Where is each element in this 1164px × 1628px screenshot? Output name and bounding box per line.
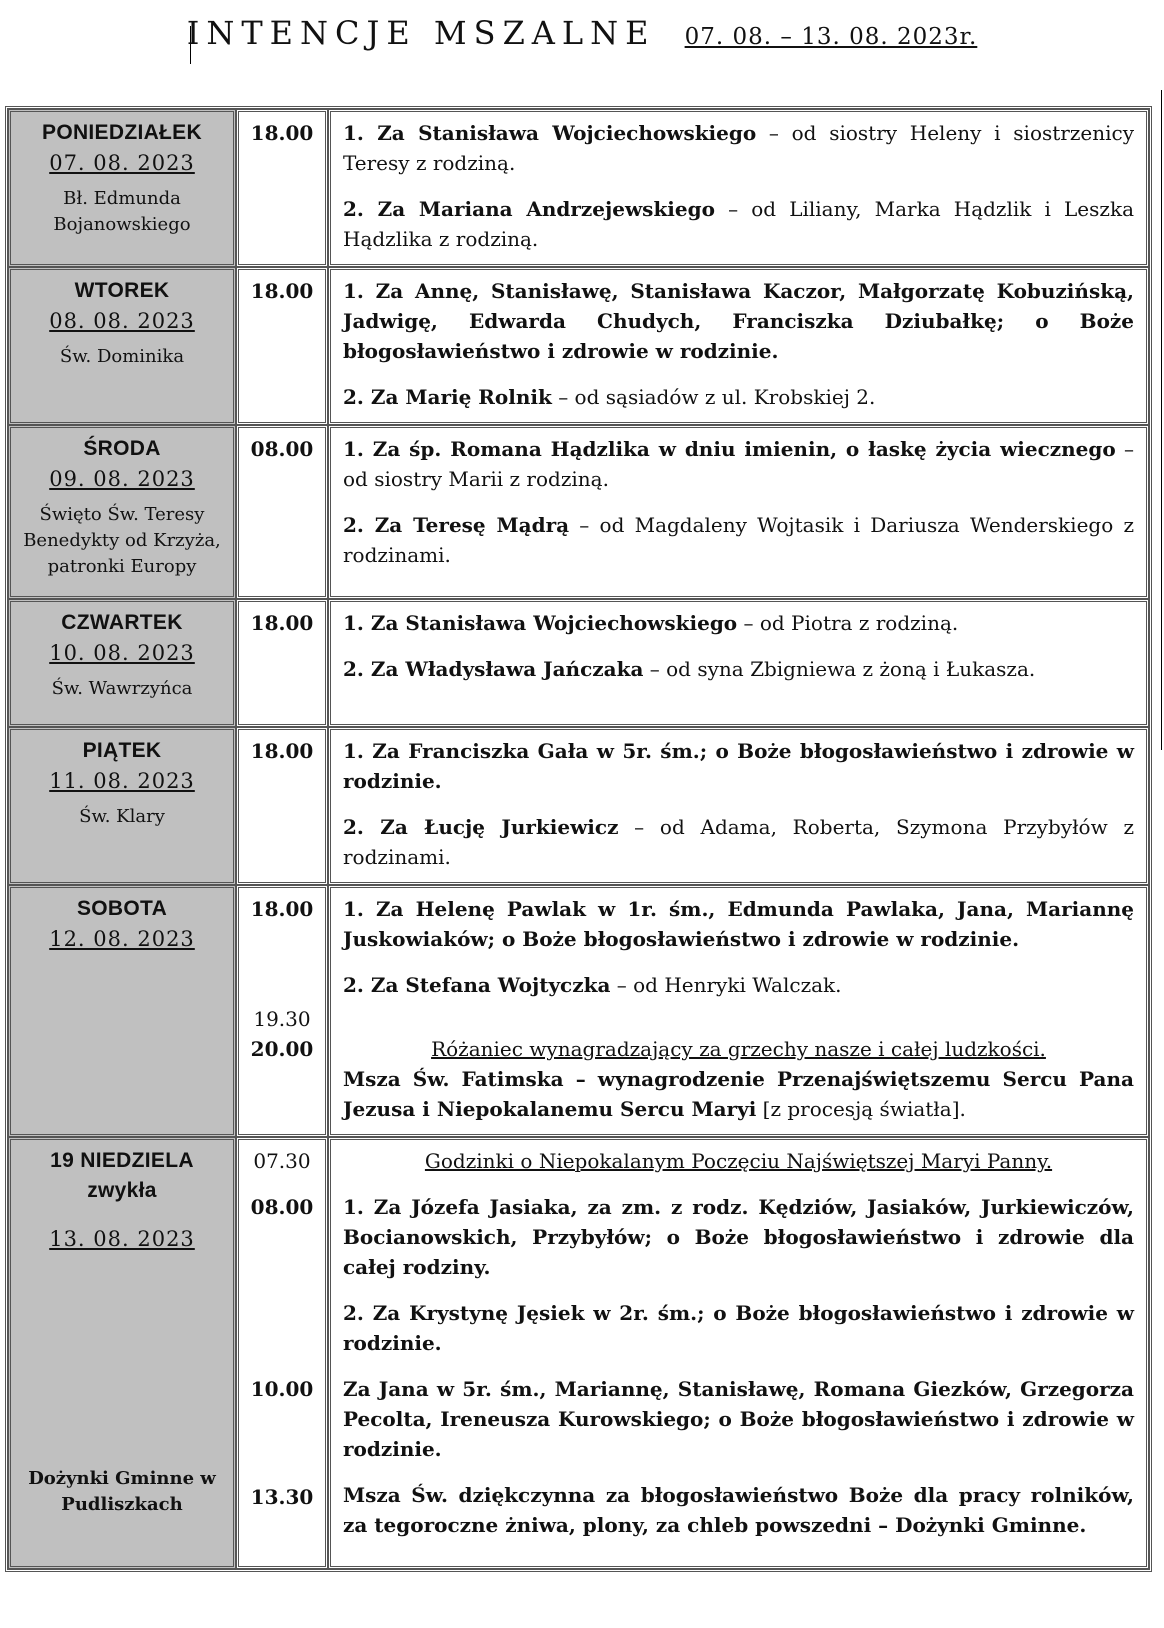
intention: 1. Za Józefa Jasiaka, za zm. z rodz. Kędziów, Jasiaków, Jurkiewiczów, Bocianowskich, Przybyłów; o Boże błogosławieństwo i zdrowie dla całej rodziny.: [343, 1195, 1134, 1279]
time-cell: [236, 267, 328, 425]
day-name: SOBOTA: [76, 897, 168, 920]
day-date: 10. 08. 2023: [49, 641, 195, 665]
table-row: [8, 1137, 1149, 1569]
mass-time: 08.00: [250, 1195, 314, 1219]
mass-time: 18.00: [250, 897, 314, 921]
day-cell: [8, 727, 236, 885]
intention: 1. Za Franciszka Gała w 5r. śm.; o Boże błogosławieństwo i zdrowie w rodzinie.: [343, 739, 1134, 793]
day-saint: Święto Św. Teresy Benedykty od Krzyża, patronki Europy: [23, 504, 221, 577]
time-cell: [236, 425, 328, 599]
table-row: [8, 109, 1149, 267]
table-row: [8, 425, 1149, 599]
day-saint: Św. Klary: [79, 806, 165, 827]
mass-time: 19.30: [253, 1007, 311, 1031]
intention: 2. Za Krystynę Jęsiek w 2r. śm.; o Boże błogosławieństwo i zdrowie w rodzinie.: [343, 1301, 1134, 1355]
intentions-cell: [328, 425, 1149, 599]
day-date: 12. 08. 2023: [49, 927, 195, 951]
mass-time: 13.30: [250, 1485, 314, 1509]
intention: 2. Za Teresę Mądrą – od Magdaleny Wojtasik i Dariusza Wenderskiego z rodzinami.: [343, 513, 1135, 567]
day-cell: [8, 267, 236, 425]
intentions-cell: [328, 267, 1149, 425]
mass-schedule-table: [5, 106, 1152, 1572]
intention: 2. Za Stefana Wojtyczka – od Henryki Walczak.: [343, 973, 842, 997]
intention: 1. Za śp. Romana Hądzlika w dniu imienin, o łaskę życia wiecznego – od siostry Marii z rodziną.: [343, 437, 1134, 491]
intentions-cell: [328, 727, 1149, 885]
week-range: 07. 08. – 13. 08. 2023r.: [684, 24, 978, 50]
day-saint: Św. Wawrzyńca: [51, 678, 193, 699]
day-saint: Św. Dominika: [59, 346, 185, 367]
table-row: [8, 885, 1149, 1137]
mass-time: 07.30: [253, 1149, 311, 1173]
time-cell: [236, 599, 328, 727]
hours-line: Godzinki o Niepokalanym Poczęciu Najświętszej Maryi Panny.: [424, 1149, 1053, 1173]
intention: 2. Za Łucję Jurkiewicz – od Adama, Roberta, Szymona Przybyłów z rodzinami.: [343, 815, 1134, 869]
table-row: [8, 727, 1149, 885]
intention: 1. Za Stanisława Wojciechowskiego – od siostry Heleny i siostrzenicy Teresy z rodziną.: [343, 121, 1135, 175]
intention: 1. Za Annę, Stanisławę, Stanisława Kaczor, Małgorzatę Kobuzińską, Jadwigę, Edwarda Chudych, Franciszka Dziubałkę; o Boże błogosławieństwo i zdrowie w rodzinie.: [343, 279, 1134, 363]
day-note: Dożynki Gminne w Pudliszkach: [28, 1468, 216, 1515]
time-cell: [236, 1137, 328, 1569]
intention: 1. Za Stanisława Wojciechowskiego – od Piotra z rodziną.: [343, 611, 959, 635]
day-date: 13. 08. 2023: [49, 1227, 195, 1251]
time-cell: [236, 727, 328, 885]
rosary-line: Różaniec wynagradzający za grzechy nasze i całej ludzkości.: [431, 1037, 1046, 1061]
day-name: CZWARTEK: [61, 611, 183, 634]
day-date: 08. 08. 2023: [49, 309, 195, 333]
day-name: 19 NIEDZIELA zwykła: [50, 1149, 194, 1202]
intentions-cell: [328, 885, 1149, 1137]
day-cell: [8, 1137, 236, 1569]
time-cell: [236, 109, 328, 267]
time-cell: [236, 885, 328, 1137]
day-saint: Bł. Edmunda Bojanowskiego: [53, 188, 191, 235]
day-date: 11. 08. 2023: [49, 769, 195, 793]
mass-time: 10.00: [250, 1377, 314, 1401]
mass-time: 08.00: [250, 437, 314, 461]
intention: Msza Św. dziękczynna za błogosławieństwo Boże dla pracy rolników, za tegoroczne żniwa, plony, za chleb powszedni – Dożynki Gminne.: [343, 1483, 1134, 1537]
intentions-cell: [328, 599, 1149, 727]
intention: 2. Za Marię Rolnik – od sąsiadów z ul. Krobskiej 2.: [343, 385, 876, 409]
intentions-cell: [328, 1137, 1149, 1569]
right-margin-line: [1161, 90, 1162, 750]
day-date: 07. 08. 2023: [49, 151, 195, 175]
page-header: [0, 14, 1164, 52]
intention: 1. Za Helenę Pawlak w 1r. śm., Edmunda Pawlaka, Jana, Mariannę Juskowiaków; o Boże błogosławieństwo i zdrowie w rodzinie.: [343, 897, 1134, 951]
day-cell: [8, 599, 236, 727]
day-date: 09. 08. 2023: [49, 467, 195, 491]
intentions-cell: [328, 109, 1149, 267]
fatima-mass: Msza Św. Fatimska – wynagrodzenie Przenajświętszemu Sercu Pana Jezusa i Niepokalanemu Sercu Maryi [z procesją światła].: [343, 1067, 1134, 1121]
day-cell: [8, 425, 236, 599]
day-name: PONIEDZIAŁEK: [42, 121, 202, 144]
mass-time: 20.00: [250, 1037, 314, 1061]
day-cell: [8, 109, 236, 267]
mass-time: 18.00: [250, 121, 314, 145]
mass-time: 18.00: [250, 279, 314, 303]
page-title: INTENCJE MSZALNE: [186, 14, 656, 52]
intention: Za Jana w 5r. śm., Mariannę, Stanisławę, Romana Giezków, Grzegorza Pecolta, Ireneusza Kurowskiego; o Boże błogosławieństwo i zdrowie w rodzinie.: [343, 1377, 1134, 1461]
intention: 2. Za Mariana Andrzejewskiego – od Liliany, Marka Hądzlik i Leszka Hądzlika z rodziną.: [343, 197, 1134, 251]
table-row: [8, 267, 1149, 425]
day-name: ŚRODA: [83, 437, 161, 460]
day-name: PIĄTEK: [82, 739, 162, 762]
intention: 2. Za Władysława Jańczaka – od syna Zbigniewa z żoną i Łukasza.: [343, 657, 1036, 681]
day-cell: [8, 885, 236, 1137]
day-name: WTOREK: [74, 279, 170, 302]
mass-time: 18.00: [250, 611, 314, 635]
mass-time: 18.00: [250, 739, 314, 763]
table-row: [8, 599, 1149, 727]
